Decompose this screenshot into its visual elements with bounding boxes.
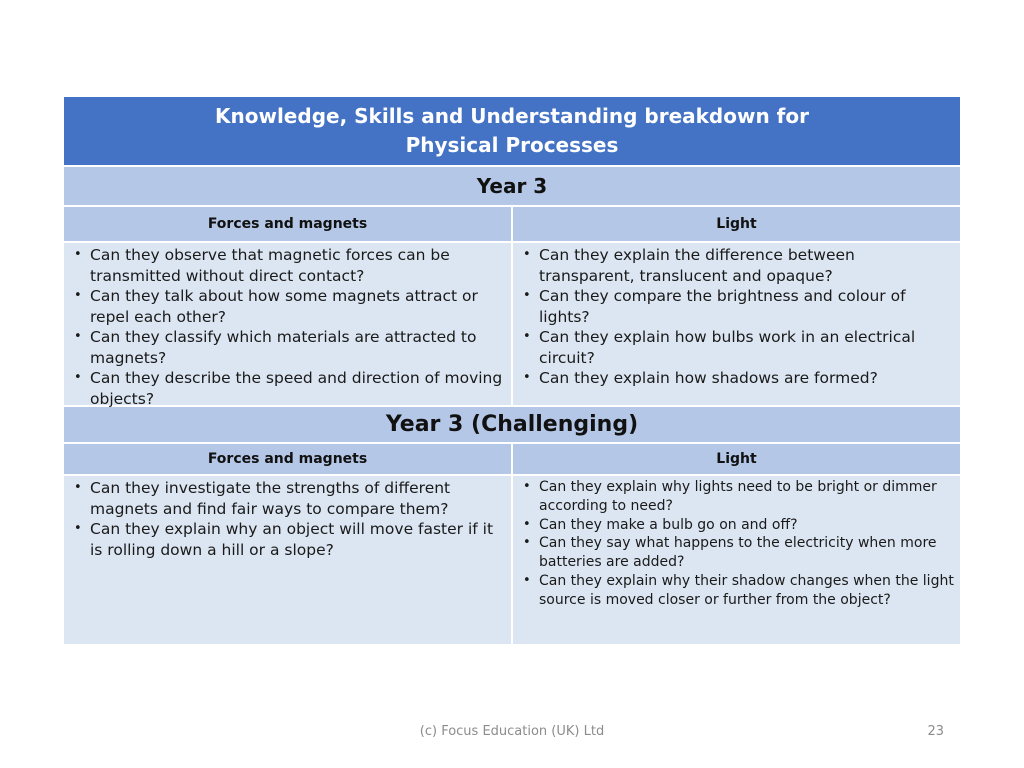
list-item: • Can they talk about how some magnets attract or repel each other?	[68, 286, 505, 327]
year-3-subheadings	[64, 207, 960, 243]
list-item: • Can they investigate the strengths of different magnets and find fair ways to compare them?	[68, 478, 505, 519]
list-item: • Can they explain how shadows are formed?	[517, 368, 954, 389]
year-3-challenging-subheadings	[64, 444, 960, 476]
list-item: • Can they explain why an object will move faster if it is rolling down a hill or a slope?	[68, 519, 505, 560]
light-heading: Light	[511, 207, 960, 241]
light-list	[511, 476, 960, 644]
table-title	[64, 97, 960, 167]
forces-magnets-heading: Forces and magnets	[207, 216, 368, 232]
forces-magnets-list	[64, 476, 511, 644]
year-3-heading: Year 3	[64, 167, 960, 207]
list-item: • Can they explain why lights need to be bright or dimmer according to need?	[517, 478, 954, 516]
list-item: • Can they describe the speed and direction of moving objects?	[68, 368, 505, 409]
list-item: • Can they explain the difference between transparent, translucent and opaque?	[517, 245, 954, 286]
forces-magnets-heading: Forces and magnets	[207, 451, 368, 467]
copyright-footer: (c) Focus Education (UK) Ltd	[419, 724, 605, 739]
title-line-2: Physical Processes	[405, 133, 619, 157]
list-item: • Can they compare the brightness and colour of lights?	[517, 286, 954, 327]
year-3-content	[64, 243, 960, 407]
list-item: • Can they explain how bulbs work in an electrical circuit?	[517, 327, 954, 368]
light-list	[511, 243, 960, 405]
forces-magnets-list	[64, 243, 511, 408]
breakdown-table	[64, 97, 960, 644]
list-item: • Can they say what happens to the electricity when more batteries are added?	[517, 534, 954, 572]
list-item: • Can they observe that magnetic forces can be transmitted without direct contact?	[68, 245, 505, 286]
light-heading: Light	[511, 444, 960, 474]
list-item: • Can they explain why their shadow changes when the light source is moved closer or further from the object?	[517, 572, 954, 610]
list-item: • Can they classify which materials are attracted to magnets?	[68, 327, 505, 368]
page-number: 23	[927, 724, 944, 739]
year-3-challenging-heading: Year 3 (Challenging)	[64, 407, 960, 444]
title-line-1: Knowledge, Skills and Understanding breakdown for	[215, 104, 809, 128]
list-item: • Can they make a bulb go on and off?	[517, 516, 954, 535]
year-3-challenging-content	[64, 476, 960, 644]
